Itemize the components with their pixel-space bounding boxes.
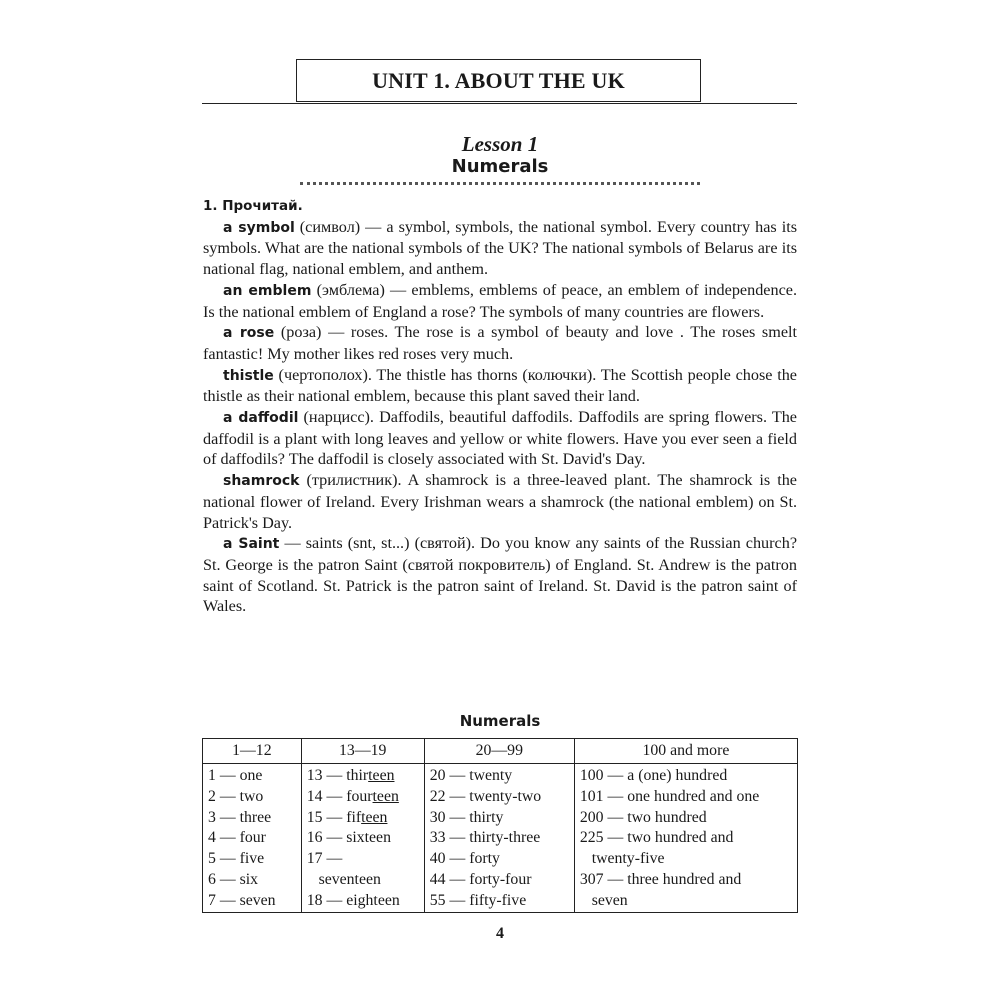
numeral-item [307, 870, 424, 891]
lesson-topic: Numerals [451, 156, 549, 177]
numeral-item [307, 766, 424, 787]
vocab-text: (эмблема) — emblems, emblems of peace, an emblem of independence. Is the national emblem of England a rose? The symbols of many countries are flowers. [203, 280, 797, 321]
unit-divider [202, 103, 797, 104]
numeral-item: 100 — a (one) hundred [579, 767, 728, 784]
numeral-item: 1 — one [208, 767, 263, 784]
numeral-text: 14 — four [306, 787, 373, 805]
numeral-item: 307 — three hundred and [579, 870, 742, 888]
numeral-item [307, 849, 424, 870]
vocab-term: a Saint [223, 536, 280, 553]
numeral-item [307, 828, 424, 849]
column-header: 1—12 [203, 739, 302, 764]
numeral-item: twenty-five [579, 850, 665, 868]
numeral-item [307, 787, 424, 808]
vocab-term: an emblem [223, 282, 312, 299]
numeral-item: 225 — two hundred and [579, 829, 734, 847]
vocab-text: — saints (snt, st...) (святой). Do you know any saints of the Russian church? St. George is the patron Saint (святой покровитель) of England. St. Andrew is the patron saint of Scotland. St. Patrick is the patron saint of Ireland. St. David is the patron saint of Wales. [203, 534, 798, 616]
numeral-item: 44 — forty-four [429, 870, 532, 888]
exercise-1 [203, 196, 797, 617]
numeral-text: 17 — [306, 850, 343, 868]
numeral-item: 3 — three [208, 808, 272, 826]
numeral-text: seventeen [306, 870, 381, 888]
column-1-12 [203, 764, 302, 913]
numeral-item: 2 — two [208, 787, 264, 805]
numeral-item: 4 — four [208, 829, 266, 847]
vocab-entry-symbol [203, 217, 797, 280]
vocab-term: a symbol [223, 219, 295, 236]
vocab-term: shamrock [223, 473, 300, 490]
numeral-item: 22 — twenty-two [429, 787, 542, 805]
numeral-suffix-underlined: teen [372, 787, 399, 805]
column-13-19 [301, 764, 424, 913]
numeral-item: 6 — six [208, 870, 259, 888]
vocab-term: thistle [223, 367, 274, 384]
numeral-item: 40 — forty [429, 850, 500, 868]
numeral-item: 30 — thirty [429, 808, 504, 826]
table-row [203, 764, 798, 913]
vocab-entry-shamrock [203, 470, 797, 533]
numeral-text: 16 — sixteen [306, 829, 391, 847]
column-20-99 [424, 764, 574, 913]
page-number: 4 [496, 925, 504, 942]
numeral-item [307, 891, 424, 912]
unit-title: UNIT 1. ABOUT THE UK [372, 67, 625, 93]
vocab-entry-daffodil [203, 407, 797, 470]
numeral-item: 200 — two hundred [579, 808, 707, 826]
numeral-item: 101 — one hundred and one [579, 787, 760, 805]
vocab-entry-rose [203, 322, 797, 364]
numeral-suffix-underlined: teen [361, 808, 388, 826]
numeral-text: 13 — thir [306, 767, 369, 784]
vocab-text: (чертополох). The thistle has thorns (колючки). The Scottish people chose the thistle as their national emblem, because this plant saved their land. [203, 365, 797, 406]
numeral-item: 7 — seven [208, 891, 276, 909]
column-header: 13—19 [301, 739, 424, 764]
column-header: 100 and more [574, 739, 797, 764]
column-100-and-more [574, 764, 797, 913]
numeral-item: 20 — twenty [429, 767, 513, 784]
unit-title-box [296, 59, 701, 102]
column-header: 20—99 [424, 739, 574, 764]
lesson-dotted-divider [300, 182, 700, 185]
vocab-entry-thistle [203, 365, 797, 407]
numeral-suffix-underlined: teen [368, 767, 395, 784]
vocab-entry-emblem [203, 280, 797, 322]
numeral-text: 15 — fif [306, 808, 362, 826]
numeral-item: 55 — fifty-five [429, 891, 527, 909]
vocab-text: (роза) — roses. The rose is a symbol of beauty and love . The roses smelt fantastic! My mother likes red roses very much. [203, 323, 798, 363]
numerals-table [202, 738, 798, 913]
vocab-text: (трилистник). A shamrock is a three-leaved plant. The shamrock is the national flower of Ireland. Every Irishman wears a shamrock (the national emblem) on St. Patrick's Day. [203, 471, 797, 532]
numeral-item: 5 — five [208, 850, 265, 868]
table-header-row [203, 739, 798, 764]
exercise-heading: 1. Прочитай. [203, 198, 303, 214]
numerals-table-title: Numerals [459, 712, 541, 730]
vocab-term: a daffodil [223, 410, 299, 427]
numeral-item: 33 — thirty-three [429, 829, 541, 847]
vocab-term: a rose [223, 325, 275, 342]
vocab-entry-saint [203, 533, 797, 617]
numeral-item: seven [579, 891, 628, 909]
vocab-text: (нарцисс). Daffodils, beautiful daffodils. Daffodils are spring flowers. The daffodil is a plant with long leaves and yellow or white flowers. Have you ever seen a field of daffodils? The daffodil is closely associated with St. David's Day. [203, 408, 797, 469]
numeral-text: 18 — eighteen [306, 891, 400, 909]
numeral-item [307, 808, 424, 829]
vocab-text: (символ) — a symbol, symbols, the national symbol. Every country has its symbols. What are the national symbols of the UK? The national symbols of Belarus are its national flag, national emblem, and anthem. [203, 217, 797, 279]
lesson-title: Lesson 1 [461, 132, 539, 156]
